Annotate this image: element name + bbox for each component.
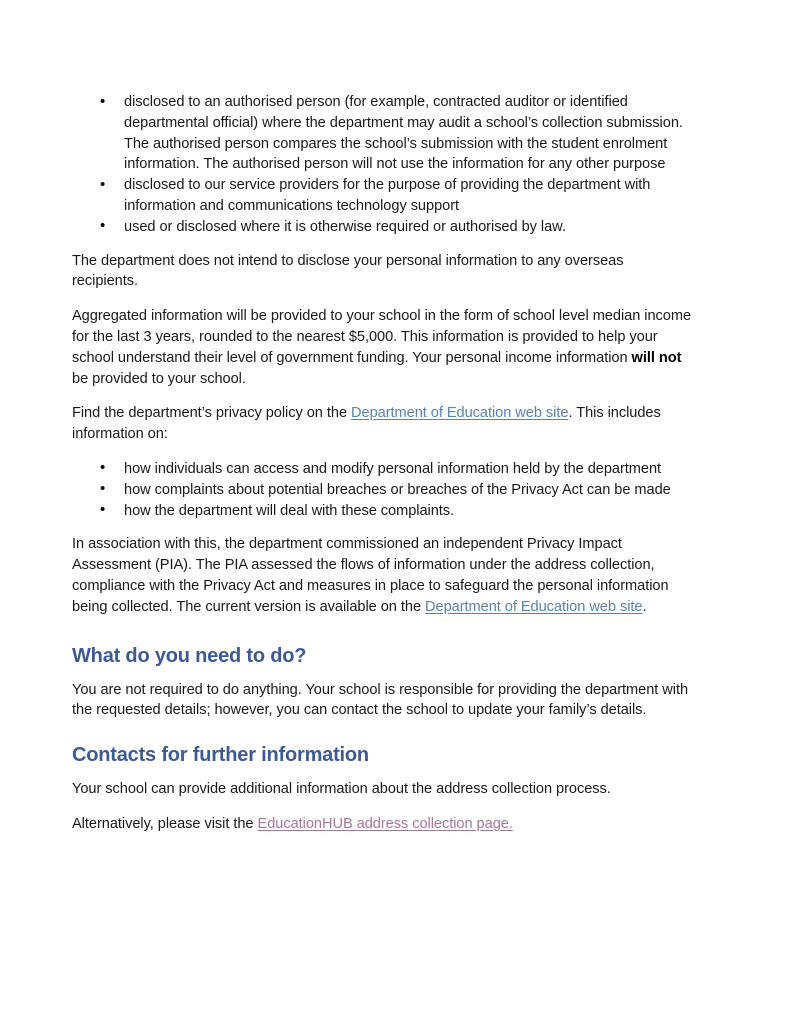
- emphasis-will-not: will not: [631, 349, 682, 366]
- privacy-information-bullet-list: [72, 459, 692, 521]
- list-item: • disclosed to our service providers for the purpose of providing the department with information and communications technology support: [72, 175, 692, 217]
- link-educationhub-address-collection-page[interactable]: EducationHUB address collection page.: [257, 815, 513, 832]
- paragraph-overseas-recipients: The department does not intend to disclose your personal information to any overseas recipients.: [72, 252, 624, 290]
- list-item: • how complaints about potential breaches or breaches of the Privacy Act can be made: [72, 480, 692, 501]
- paragraph-privacy-impact-assessment: [72, 534, 692, 617]
- list-item: • disclosed to an authorised person (for example, contracted auditor or identified departmental official) where the department may audit a school’s collection submission. The authorised person compares the school’s submission with the student enrolment information. The authorised person will not use the information for any other purpose: [72, 92, 692, 175]
- paragraph-privacy-policy-part1: Find the department’s privacy policy on the: [72, 405, 352, 422]
- heading-contacts-for-further-information: Contacts for further information: [72, 744, 369, 767]
- paragraph-alternatively-part1: Alternatively, please visit the: [72, 815, 258, 832]
- list-item: • used or disclosed where it is otherwise required or authorised by law.: [72, 217, 692, 238]
- paragraph-aggregated-part2: be provided to your school.: [72, 370, 246, 387]
- heading-what-do-you-need-to-do: What do you need to do?: [72, 644, 307, 667]
- paragraph-privacy-policy-part2: . This includes information on:: [72, 405, 661, 443]
- list-item: • how the department will deal with these complaints.: [72, 501, 692, 522]
- heading-spacer: [72, 632, 692, 644]
- link-department-of-education-web-site-pia[interactable]: Department of Education web site: [425, 598, 643, 615]
- paragraph-alternatively: [72, 814, 692, 835]
- paragraph-aggregated-part1: Aggregated information will be provided to your school in the form of school level median income for the last 3 years, rounded to the nearest $5,000. This information is provided to help your school understand their level of government funding. Your personal income information: [72, 308, 692, 366]
- paragraph-pia-part1: In association with this, the department commissioned an independent Privacy Impact Assessment (PIA). The PIA assessed the flows of information under the address collection, compliance with the Privacy Act and measures in place to safeguard the personal information being collected. The current version is available on the: [72, 536, 669, 615]
- paragraph-privacy-policy: [72, 403, 692, 445]
- list-item: • how individuals can access and modify personal information held by the department: [72, 459, 692, 480]
- link-department-of-education-web-site[interactable]: Department of Education web site: [351, 405, 569, 422]
- disclosure-bullet-list: [72, 92, 692, 238]
- paragraph-aggregated-information: [72, 306, 692, 389]
- paragraph-pia-part2: .: [642, 598, 647, 615]
- paragraph-contacts: Your school can provide additional information about the address collection process.: [72, 781, 611, 798]
- document-body: [72, 92, 692, 849]
- paragraph-what-to-do: You are not required to do anything. Your school is responsible for providing the department with the requested details; however, you can contact the school to update your family’s details.: [72, 681, 689, 719]
